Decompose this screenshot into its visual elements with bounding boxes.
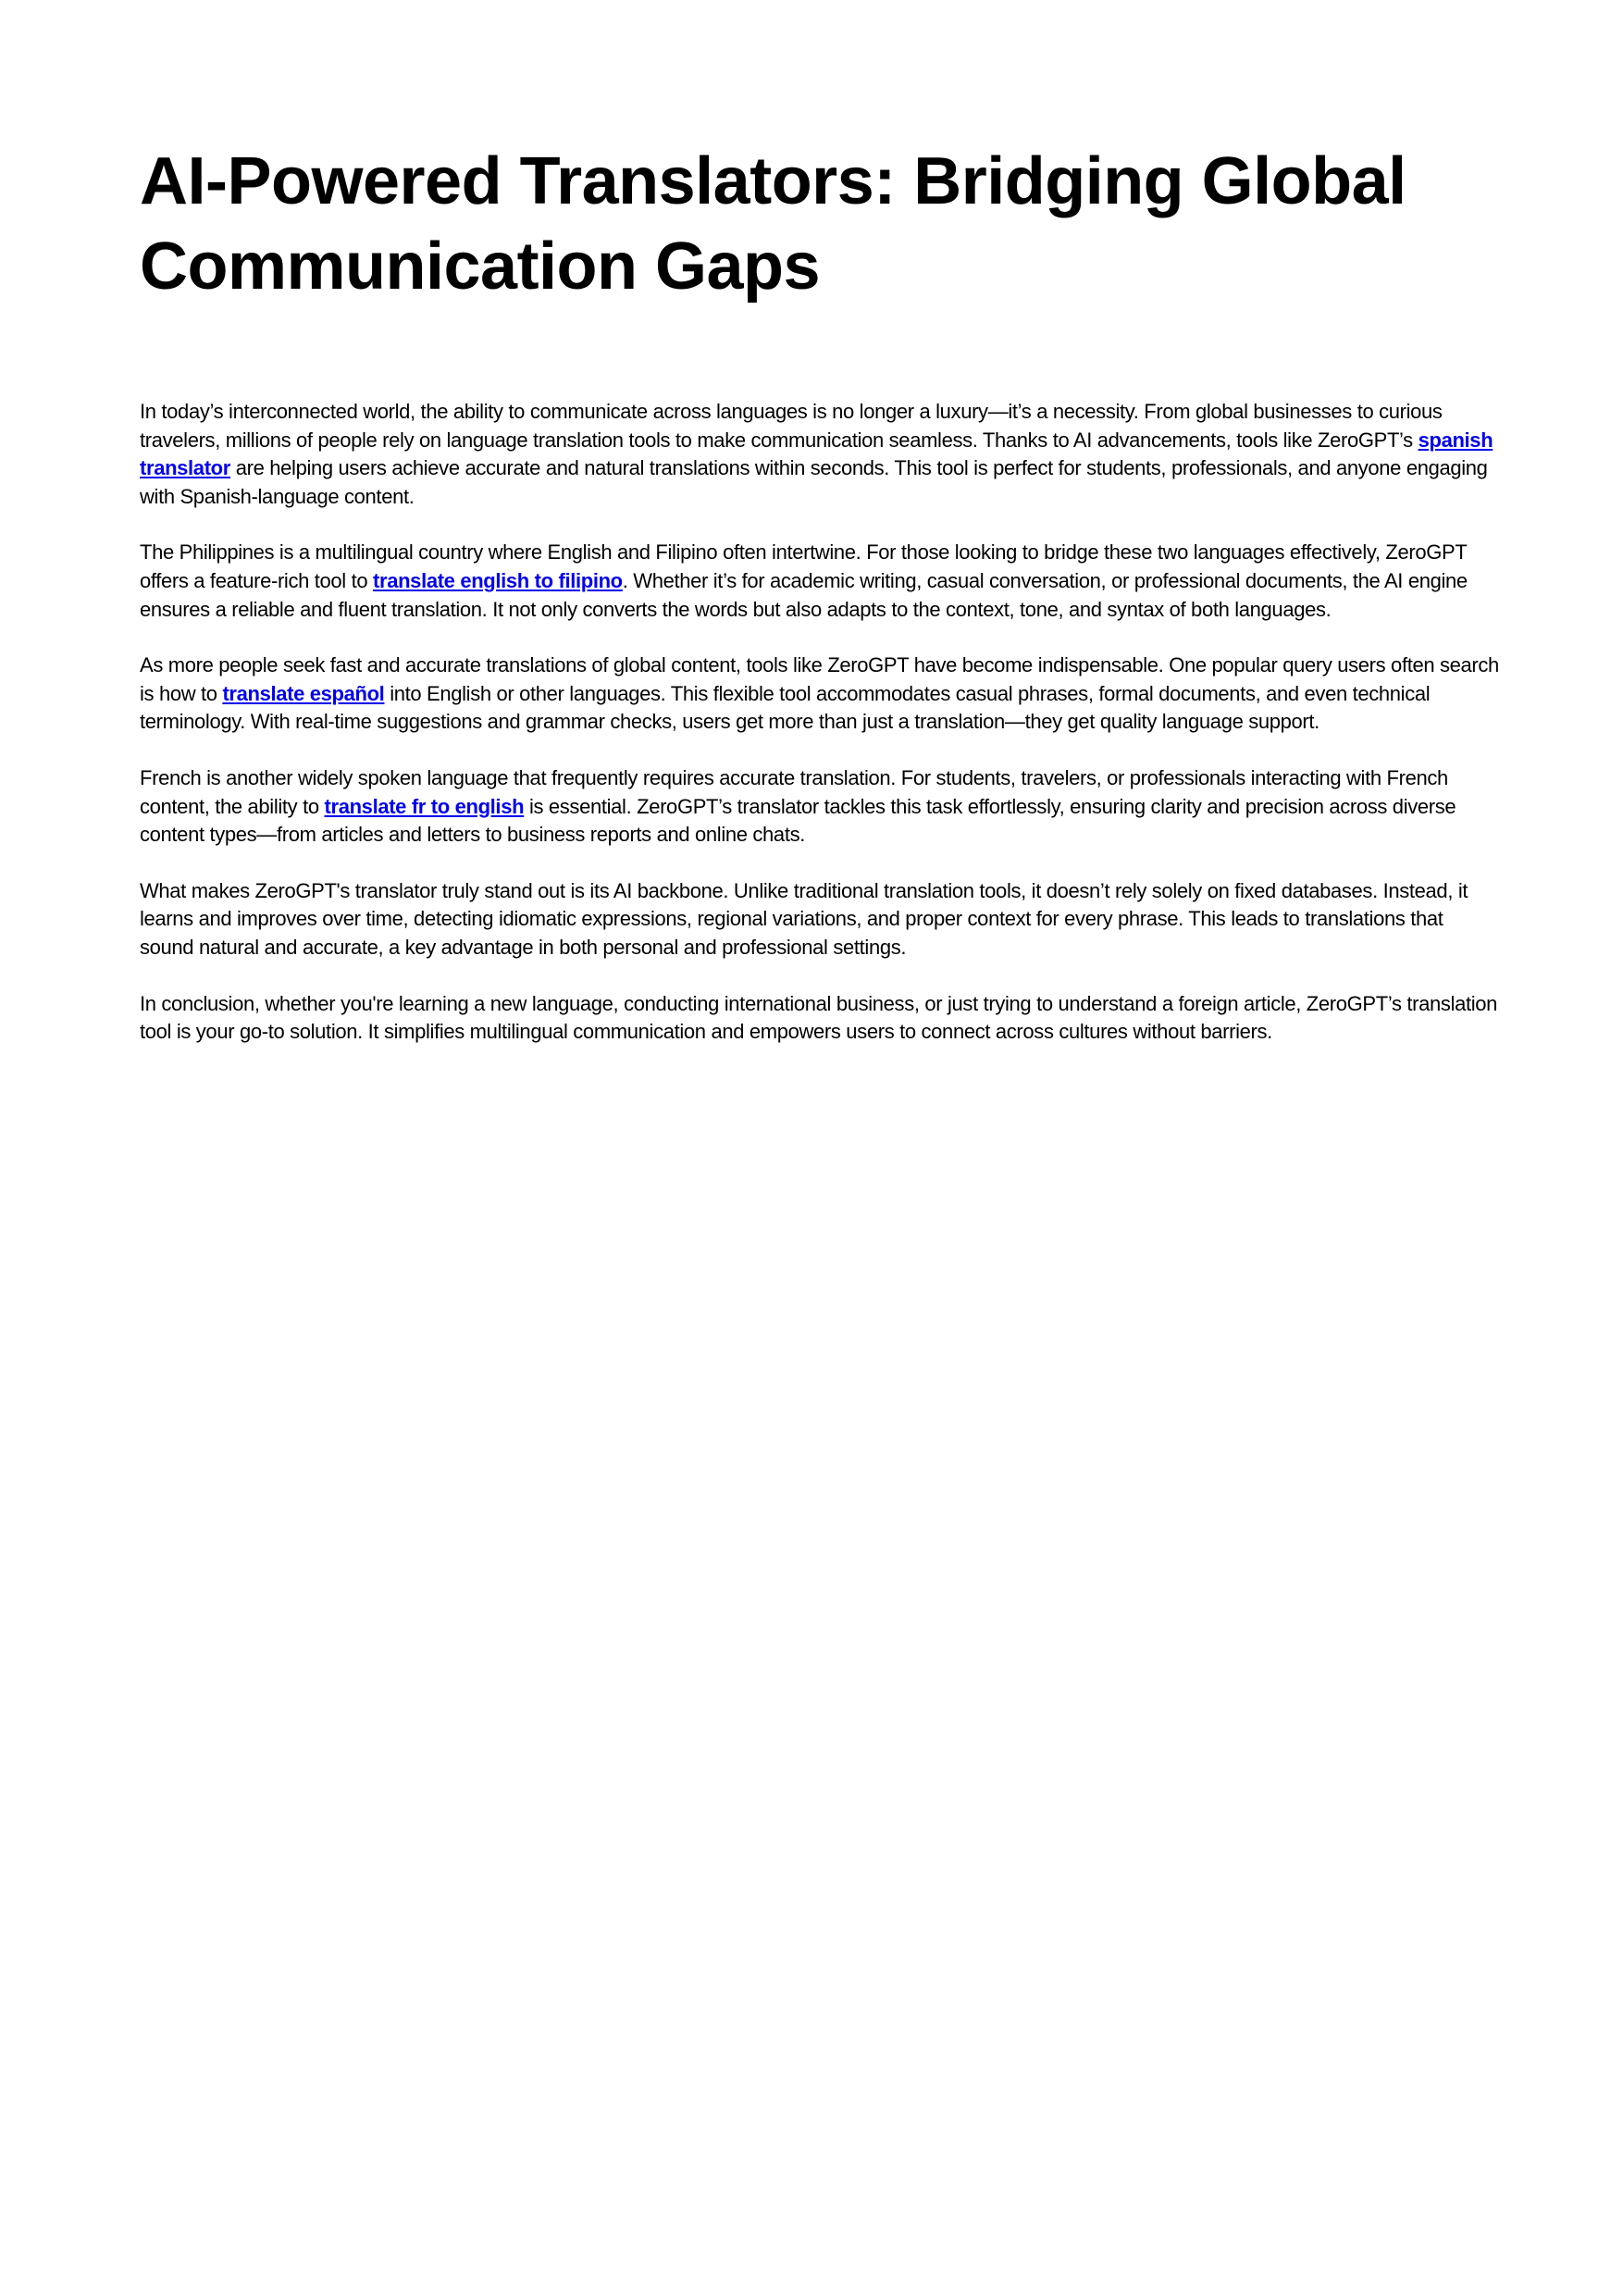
paragraph-espanol — [140, 652, 1500, 737]
translate-english-to-filipino-link[interactable]: translate english to filipino — [373, 568, 623, 592]
translate-espanol-link[interactable]: translate español — [222, 681, 385, 705]
paragraph-text: . Whether it’s for academic writing, casual conversation, or professional documents, the AI engine ensures a reliable and fluent translation. It not only converts the words but also adapts to the context, tone, and syntax of both languages. — [140, 568, 1468, 621]
paragraph-text: are helping users achieve accurate and natural translations within seconds. This tool is perfect for students, professionals, and anyone engaging with Spanish-language content. — [140, 456, 1488, 508]
spanish-translator-link[interactable]: spanish translator — [140, 428, 1493, 480]
page-title: AI-Powered Translators: Bridging Global Communication Gaps — [140, 144, 1406, 304]
paragraph-text: In today’s interconnected world, the ability to communicate across languages is no longer a luxury—it’s a necessity. From global businesses to curious travelers, millions of people rely on language translation tools to make communication seamless. Thanks to AI advancements, tools like ZeroGPT’s — [140, 400, 1443, 452]
paragraph-ai-backbone: What makes ZeroGPT's translator truly stand out is its AI backbone. Unlike traditional translation tools, it doesn’t rely solely on fixed databases. Instead, it learns and improves over time, detecting idiomatic expressions, regional variations, and proper context for every phrase. This leads to translations that sound natural and accurate, a key advantage in both personal and professional settings. — [140, 878, 1468, 959]
document-page — [140, 139, 1500, 1074]
paragraph-conclusion: In conclusion, whether you're learning a new language, conducting international business, or just trying to understand a foreign article, ZeroGPT’s translation tool is your go-to solution. It simplifies multilingual communication and empowers users to connect across cultures without barriers. — [140, 991, 1498, 1044]
paragraph-filipino — [140, 539, 1500, 624]
paragraph-text: The Philippines is a multilingual country where English and Filipino often intertwine. For those looking to bridge these two languages effectively, ZeroGPT offers a feature-rich tool to — [140, 540, 1468, 592]
paragraph-intro — [140, 398, 1500, 511]
paragraph-french — [140, 764, 1500, 850]
paragraph-text: into English or other languages. This flexible tool accommodates casual phrases, formal documents, and even technical terminology. With real-time suggestions and grammar checks, users get more than just a translation—they get quality language support. — [140, 681, 1431, 734]
translate-fr-to-english-link[interactable]: translate fr to english — [324, 794, 525, 818]
paragraph-text: As more people seek fast and accurate translations of global content, tools like ZeroGPT have become indispensable. One popular query users often search is how to — [140, 653, 1499, 705]
paragraph-text: French is another widely spoken language that frequently requires accurate translation. For students, travelers, or professionals interacting with French content, the ability to — [140, 765, 1448, 818]
paragraph-text: is essential. ZeroGPT’s translator tackles this task effortlessly, ensuring clarity and precision across diverse content types—from articles and letters to business reports and online chats. — [140, 794, 1456, 847]
article-body — [140, 398, 1500, 1047]
